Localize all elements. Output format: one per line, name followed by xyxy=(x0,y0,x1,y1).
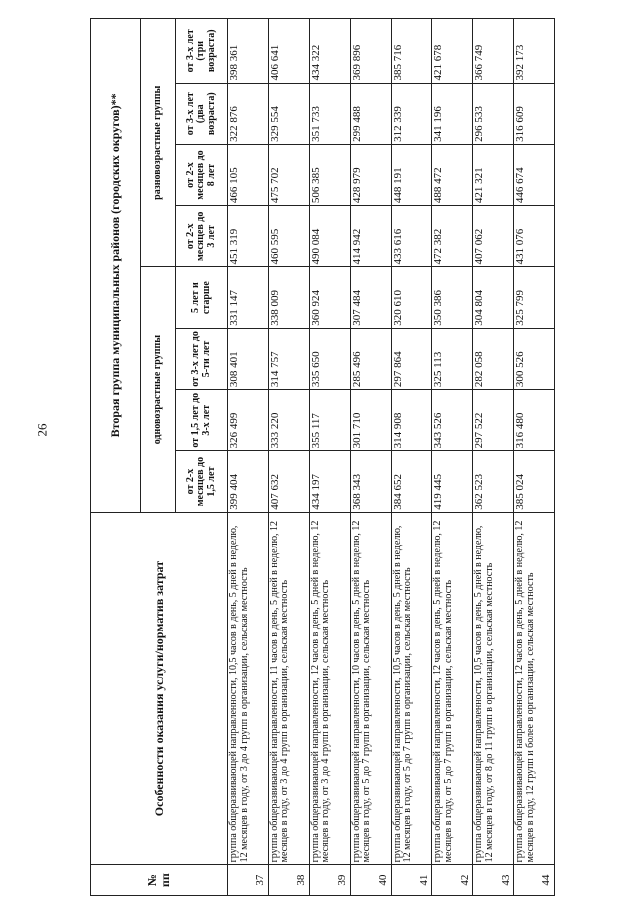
table-body xyxy=(228,19,555,896)
row-value: 355 117 xyxy=(309,390,350,451)
row-value: 451 319 xyxy=(228,206,269,267)
row-value: 316 609 xyxy=(514,83,555,144)
row-value: 300 526 xyxy=(514,328,555,389)
row-value: 398 361 xyxy=(228,19,269,84)
row-value: 472 382 xyxy=(432,206,473,267)
row-number: 40 xyxy=(350,865,391,896)
row-value: 460 595 xyxy=(268,206,309,267)
row-value: 331 147 xyxy=(228,267,269,328)
row-value: 433 616 xyxy=(391,206,432,267)
subheader-cell: от 2-х месяцев до 1,5 лет xyxy=(176,451,228,512)
table-row xyxy=(432,19,473,896)
rotated-table-wrapper xyxy=(90,18,555,896)
row-value: 406 641 xyxy=(268,19,309,84)
subheader-cell: от 3-х лет (два возраста) xyxy=(176,83,228,144)
row-value: 407 062 xyxy=(473,206,514,267)
row-value: 307 484 xyxy=(350,267,391,328)
subheader-cell: от 2-х месяцев до 3 лет xyxy=(176,206,228,267)
table-row xyxy=(228,19,269,896)
subheader-cell: от 3-х лет до 5-ти лет xyxy=(176,328,228,389)
row-value: 316 480 xyxy=(514,390,555,451)
row-description: группа общеразвивающей направленности, 12 часов в день, 5 дней в неделю, 12 месяцев в году, от 3 до 4 групп в организации, сельская местность xyxy=(309,512,350,865)
row-value: 299 488 xyxy=(350,83,391,144)
row-number: 42 xyxy=(432,865,473,896)
table-stage xyxy=(90,18,555,896)
row-description: группа общеразвивающей направленности, 10,5 часов в день, 5 дней в неделю, 12 месяцев в году, от 8 до 11 групп в организации, сельская местность xyxy=(473,512,514,865)
row-value: 333 220 xyxy=(268,390,309,451)
row-value: 335 650 xyxy=(309,328,350,389)
table-row xyxy=(268,19,309,896)
row-value: 506 385 xyxy=(309,144,350,205)
row-value: 362 523 xyxy=(473,451,514,512)
row-value: 343 526 xyxy=(432,390,473,451)
row-value: 297 522 xyxy=(473,390,514,451)
row-value: 392 173 xyxy=(514,19,555,84)
row-value: 446 674 xyxy=(514,144,555,205)
row-value: 301 710 xyxy=(350,390,391,451)
row-value: 434 322 xyxy=(309,19,350,84)
row-value: 448 191 xyxy=(391,144,432,205)
table-row xyxy=(391,19,432,896)
header-group-title: Вторая группа муниципальных районов (городских округов)** xyxy=(91,19,141,513)
row-value: 360 924 xyxy=(309,267,350,328)
row-description: группа общеразвивающей направленности, 10,5 часов в день, 5 дней в неделю, 12 месяцев в году, от 5 до 7 групп в организации, сельская местность xyxy=(391,512,432,865)
page-number: 26 xyxy=(34,423,50,437)
row-value: 407 632 xyxy=(268,451,309,512)
row-number: 43 xyxy=(473,865,514,896)
cost-norms-table xyxy=(90,18,555,896)
row-value: 296 533 xyxy=(473,83,514,144)
row-description: группа общеразвивающей направленности, 10,5 часов в день, 5 дней в неделю, 12 месяцев в году, от 3 до 4 групп в организации, сельская местность xyxy=(228,512,269,865)
row-value: 431 076 xyxy=(514,206,555,267)
row-value: 414 942 xyxy=(350,206,391,267)
subheader-cell: от 1,5 лет до 3-х лет xyxy=(176,390,228,451)
row-description: группа общеразвивающей направленности, 11 часов в день, 5 дней в неделю, 12 месяцев в году, от 3 до 4 групп в организации, сельская местность xyxy=(268,512,309,865)
row-value: 368 343 xyxy=(350,451,391,512)
row-value: 385 024 xyxy=(514,451,555,512)
row-value: 385 716 xyxy=(391,19,432,84)
row-value: 475 702 xyxy=(268,144,309,205)
row-value: 314 908 xyxy=(391,390,432,451)
row-value: 338 009 xyxy=(268,267,309,328)
row-number: 39 xyxy=(309,865,350,896)
header-mixed-age: разновозрастные группы xyxy=(141,19,176,267)
row-value: 490 084 xyxy=(309,206,350,267)
subheader-cell: 5 лет и старше xyxy=(176,267,228,328)
row-value: 325 113 xyxy=(432,328,473,389)
row-number: 37 xyxy=(228,865,269,896)
row-value: 421 321 xyxy=(473,144,514,205)
row-value: 466 105 xyxy=(228,144,269,205)
row-value: 351 733 xyxy=(309,83,350,144)
row-value: 488 472 xyxy=(432,144,473,205)
table-row xyxy=(473,19,514,896)
row-value: 304 804 xyxy=(473,267,514,328)
row-value: 341 196 xyxy=(432,83,473,144)
row-value: 421 678 xyxy=(432,19,473,84)
row-value: 366 749 xyxy=(473,19,514,84)
row-description: группа общеразвивающей направленности, 12 часов в день, 5 дней в неделю, 12 месяцев в году, от 5 до 7 групп в организации, сельская местность xyxy=(432,512,473,865)
header-description: Особенности оказания услуги/норматив затрат xyxy=(91,512,228,865)
table-row xyxy=(514,19,555,896)
row-value: 428 979 xyxy=(350,144,391,205)
row-value: 320 610 xyxy=(391,267,432,328)
row-value: 326 499 xyxy=(228,390,269,451)
table-row xyxy=(350,19,391,896)
row-value: 419 445 xyxy=(432,451,473,512)
row-value: 369 896 xyxy=(350,19,391,84)
table-row xyxy=(309,19,350,896)
row-number: 41 xyxy=(391,865,432,896)
subheader-cell: от 2-х месяцев до 8 лет xyxy=(176,144,228,205)
row-value: 329 554 xyxy=(268,83,309,144)
row-number: 44 xyxy=(514,865,555,896)
row-value: 297 864 xyxy=(391,328,432,389)
row-number: 38 xyxy=(268,865,309,896)
row-value: 285 496 xyxy=(350,328,391,389)
row-description: группа общеразвивающей направленности, 12 часов в день, 5 дней в неделю, 12 месяцев в году, 12 групп и более в организации, сельская местность xyxy=(514,512,555,865)
row-value: 282 058 xyxy=(473,328,514,389)
row-value: 325 799 xyxy=(514,267,555,328)
row-value: 350 386 xyxy=(432,267,473,328)
row-value: 399 404 xyxy=(228,451,269,512)
row-value: 384 652 xyxy=(391,451,432,512)
row-value: 322 876 xyxy=(228,83,269,144)
row-description: группа общеразвивающей направленности, 10 часов в день, 5 дней в неделю, 12 месяцев в году, от 5 до 7 групп в организации, сельская местность xyxy=(350,512,391,865)
row-value: 434 197 xyxy=(309,451,350,512)
row-value: 312 339 xyxy=(391,83,432,144)
row-value: 308 401 xyxy=(228,328,269,389)
subheader-cell: от 3-х лет (три возраста) xyxy=(176,19,228,84)
header-single-age: одновозрастные группы xyxy=(141,267,176,512)
header-number: № пп xyxy=(91,865,228,896)
row-value: 314 757 xyxy=(268,328,309,389)
